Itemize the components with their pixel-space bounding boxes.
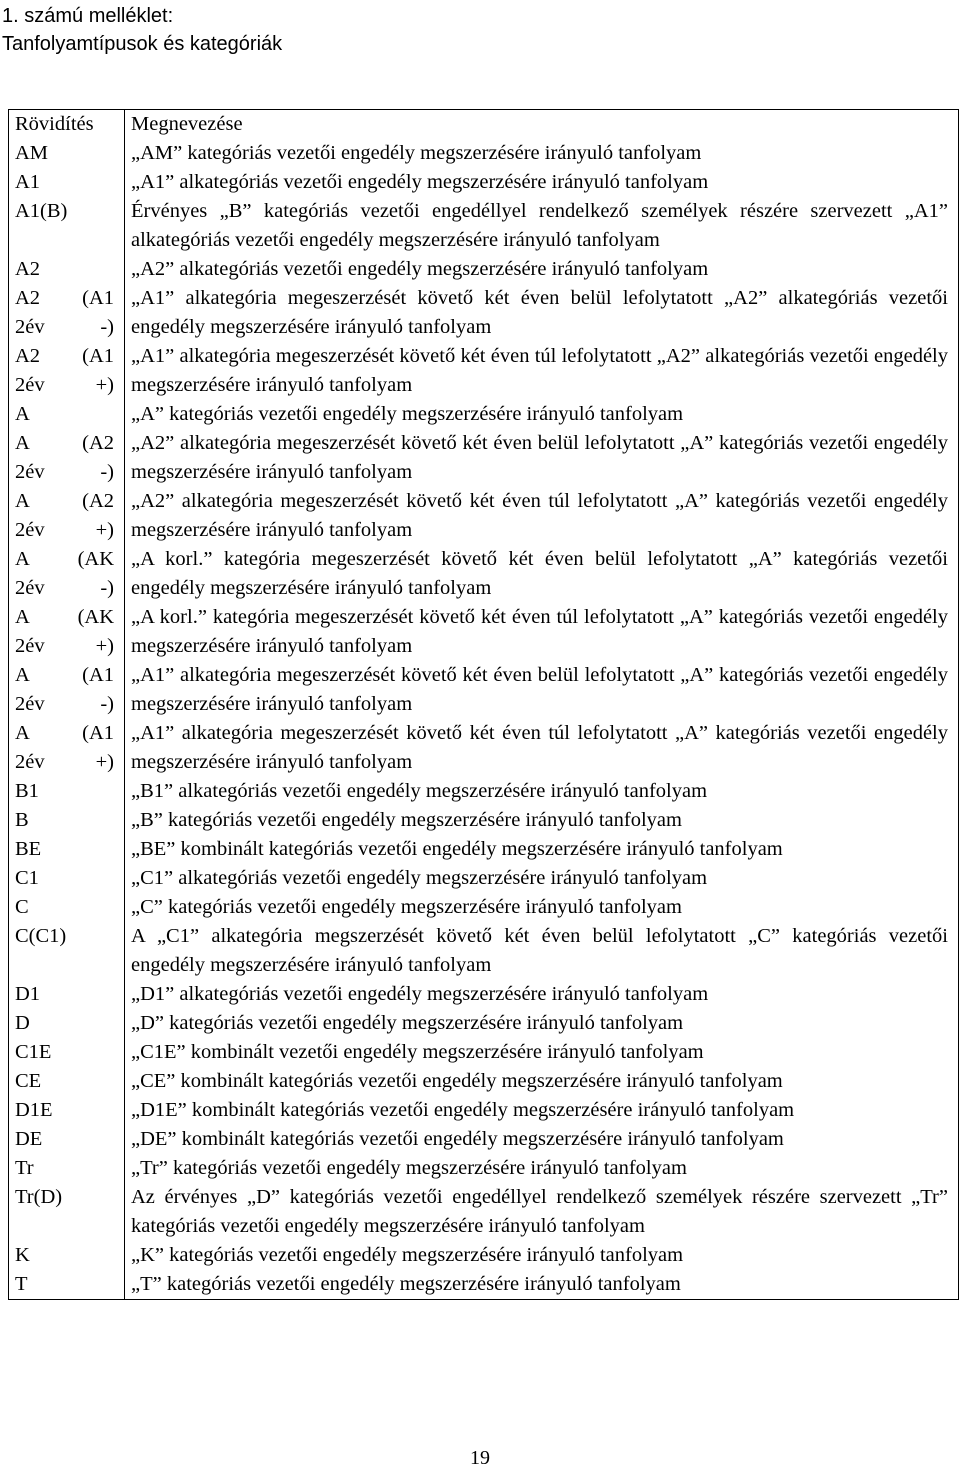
abbreviation-line: 2év +): [15, 635, 114, 657]
description-cell: „A1” alkategória megeszerzését követő két éven túl lefolytatott „A” kategóriás vezetői engedély megszerzésére irányuló tanfolyam: [125, 719, 959, 777]
description-cell: „B” kategóriás vezetői engedély megszerzésére irányuló tanfolyam: [125, 806, 959, 835]
abbreviation-cell: [9, 1096, 125, 1125]
abbreviation-cell: [9, 777, 125, 806]
description-cell: „A1” alkategória megeszerzését követő két éven túl lefolytatott „A2” alkategóriás vezetői engedély megszerzésére irányuló tanfolyam: [125, 342, 959, 400]
abbreviation-cell: [9, 487, 125, 545]
abbreviation-cell: [9, 980, 125, 1009]
table-row: [9, 661, 959, 719]
table-row: [9, 1038, 959, 1067]
table-row: [9, 777, 959, 806]
abbreviation-cell: [9, 545, 125, 603]
abbreviation-cell: [9, 1009, 125, 1038]
description-cell: „BE” kombinált kategóriás vezetői engedély megszerzésére irányuló tanfolyam: [125, 835, 959, 864]
table-row: [9, 545, 959, 603]
abbreviation-cell: [9, 197, 125, 255]
description-cell: „A2” alkategória megeszerzését követő két éven túl lefolytatott „A” kategóriás vezetői engedély megszerzésére irányuló tanfolyam: [125, 487, 959, 545]
description-cell: „Tr” kategóriás vezetői engedély megszerzésére irányuló tanfolyam: [125, 1154, 959, 1183]
table-header-row: [9, 110, 959, 140]
description-cell: „CE” kombinált kategóriás vezetői engedély megszerzésére irányuló tanfolyam: [125, 1067, 959, 1096]
abbreviation-line: 2év -): [15, 316, 114, 338]
abbreviation-line: C(C1): [15, 925, 67, 947]
abbreviation-line: 2év +): [15, 374, 114, 396]
description-cell: „A” kategóriás vezetői engedély megszerzésére irányuló tanfolyam: [125, 400, 959, 429]
table-row: [9, 139, 959, 168]
abbreviation-cell: [9, 284, 125, 342]
description-cell: „D” kategóriás vezetői engedély megszerzésére irányuló tanfolyam: [125, 1009, 959, 1038]
abbreviation-line: A2: [15, 258, 41, 280]
abbreviation-line: A1: [15, 171, 41, 193]
table-row: [9, 1270, 959, 1300]
description-cell: „A1” alkategória megeszerzését követő két éven belül lefolytatott „A2” alkategóriás vezetői engedély megszerzésére irányuló tanfolyam: [125, 284, 959, 342]
abbreviation-line: C1E: [15, 1041, 52, 1063]
abbreviation-cell: [9, 719, 125, 777]
abbreviation-line: C1: [15, 867, 39, 889]
description-cell: „D1” alkategóriás vezetői engedély megszerzésére irányuló tanfolyam: [125, 980, 959, 1009]
column-header-name: Megnevezése: [125, 110, 959, 140]
abbreviation-line: D1E: [15, 1099, 53, 1121]
abbreviation-cell: [9, 168, 125, 197]
abbreviation-line: D: [15, 1012, 30, 1034]
abbreviation-cell: [9, 1154, 125, 1183]
description-cell: „C1” alkategóriás vezetői engedély megszerzésére irányuló tanfolyam: [125, 864, 959, 893]
abbreviation-cell: [9, 400, 125, 429]
abbreviation-line: A: [15, 403, 30, 425]
abbreviation-line: A2 (A1: [15, 287, 114, 309]
abbreviation-line: A (A2: [15, 432, 114, 454]
abbreviation-cell: [9, 1067, 125, 1096]
annex-title: 1. számú melléklet:: [2, 5, 174, 27]
abbreviation-cell: [9, 835, 125, 864]
table-row: [9, 197, 959, 255]
abbreviation-line: T: [15, 1273, 28, 1295]
description-cell: A „C1” alkategória megszerzését követő két éven belül lefolytatott „C” kategóriás vezetői engedély megszerzésére irányuló tanfolyam: [125, 922, 959, 980]
abbreviation-cell: [9, 1125, 125, 1154]
abbreviation-line: Tr: [15, 1157, 34, 1179]
abbreviation-line: A (A1: [15, 664, 114, 686]
abbreviation-line: BE: [15, 838, 42, 860]
description-cell: Érvényes „B” kategóriás vezetői engedéllyel rendelkező személyek részére szervezett „A1” alkategóriás vezetői engedély megszerzésére irányuló tanfolyam: [125, 197, 959, 255]
abbreviation-line: CE: [15, 1070, 42, 1092]
description-cell: „A2” alkategóriás vezetői engedély megszerzésére irányuló tanfolyam: [125, 255, 959, 284]
description-cell: Az érvényes „D” kategóriás vezetői engedéllyel rendelkező személyek részére szervezett „Tr” kategóriás vezetői engedély megszerzésére irányuló tanfolyam: [125, 1183, 959, 1241]
abbreviation-line: Tr(D): [15, 1186, 63, 1208]
abbreviation-line: A (AK: [15, 606, 114, 628]
abbreviation-cell: [9, 139, 125, 168]
table-row: [9, 168, 959, 197]
abbreviation-line: K: [15, 1244, 30, 1266]
description-cell: „B1” alkategóriás vezetői engedély megszerzésére irányuló tanfolyam: [125, 777, 959, 806]
abbreviation-line: 2év +): [15, 519, 114, 541]
table-row: [9, 864, 959, 893]
description-cell: „A1” alkategória megeszerzését követő két éven belül lefolytatott „A” kategóriás vezetői engedély megszerzésére irányuló tanfolyam: [125, 661, 959, 719]
table-row: [9, 1154, 959, 1183]
table-row: [9, 1241, 959, 1270]
page-number: 19: [470, 1447, 490, 1469]
table-row: [9, 1009, 959, 1038]
abbreviation-line: A (A2: [15, 490, 114, 512]
abbreviation-line: B1: [15, 780, 39, 802]
table-row: [9, 1067, 959, 1096]
description-cell: „C1E” kombinált vezetői engedély megszerzésére irányuló tanfolyam: [125, 1038, 959, 1067]
abbreviation-cell: [9, 864, 125, 893]
table-row: [9, 835, 959, 864]
column-header-abbreviation: Rövidítés: [9, 110, 125, 140]
description-cell: „D1E” kombinált kategóriás vezetői engedély megszerzésére irányuló tanfolyam: [125, 1096, 959, 1125]
table-row: [9, 284, 959, 342]
abbreviation-line: A (AK: [15, 548, 114, 570]
abbreviation-cell: [9, 1241, 125, 1270]
abbreviation-cell: [9, 1038, 125, 1067]
description-cell: „A korl.” kategória megeszerzését követő két éven túl lefolytatott „A” kategóriás vezetői engedély megszerzésére irányuló tanfolyam: [125, 603, 959, 661]
annex-subtitle: Tanfolyamtípusok és kategóriák: [2, 33, 283, 55]
abbreviation-line: C: [15, 896, 29, 918]
course-types-table: [8, 109, 959, 1300]
table-row: [9, 893, 959, 922]
description-cell: „A korl.” kategória megeszerzését követő két éven belül lefolytatott „A” kategóriás vezetői engedély megszerzésére irányuló tanfolyam: [125, 545, 959, 603]
abbreviation-line: 2év +): [15, 751, 114, 773]
abbreviation-line: 2év -): [15, 461, 114, 483]
abbreviation-line: 2év -): [15, 693, 114, 715]
description-cell: „T” kategóriás vezetői engedély megszerzésére irányuló tanfolyam: [125, 1270, 959, 1300]
description-cell: „K” kategóriás vezetői engedély megszerzésére irányuló tanfolyam: [125, 1241, 959, 1270]
table-row: [9, 1125, 959, 1154]
description-cell: „A2” alkategória megeszerzését követő két éven belül lefolytatott „A” kategóriás vezetői engedély megszerzésére irányuló tanfolyam: [125, 429, 959, 487]
table-row: [9, 719, 959, 777]
table-row: [9, 1096, 959, 1125]
description-cell: „A1” alkategóriás vezetői engedély megszerzésére irányuló tanfolyam: [125, 168, 959, 197]
abbreviation-line: DE: [15, 1128, 43, 1150]
table-row: [9, 806, 959, 835]
abbreviation-line: 2év -): [15, 577, 114, 599]
table-row: [9, 487, 959, 545]
abbreviation-line: B: [15, 809, 29, 831]
table-row: [9, 603, 959, 661]
abbreviation-cell: [9, 893, 125, 922]
table-row: [9, 255, 959, 284]
abbreviation-line: A (A1: [15, 722, 114, 744]
abbreviation-cell: [9, 255, 125, 284]
document-header: [2, 2, 282, 58]
abbreviation-cell: [9, 661, 125, 719]
abbreviation-line: A2 (A1: [15, 345, 114, 367]
table-row: [9, 429, 959, 487]
table-row: [9, 980, 959, 1009]
abbreviation-cell: [9, 806, 125, 835]
abbreviation-line: AM: [15, 142, 49, 164]
abbreviation-line: A1(B): [15, 200, 68, 222]
abbreviation-cell: [9, 603, 125, 661]
abbreviation-cell: [9, 922, 125, 980]
description-cell: „AM” kategóriás vezetői engedély megszerzésére irányuló tanfolyam: [125, 139, 959, 168]
table-row: [9, 400, 959, 429]
abbreviation-cell: [9, 429, 125, 487]
description-cell: „DE” kombinált kategóriás vezetői engedély megszerzésére irányuló tanfolyam: [125, 1125, 959, 1154]
abbreviation-cell: [9, 1183, 125, 1241]
table-body: [9, 139, 959, 1300]
abbreviation-line: D1: [15, 983, 41, 1005]
description-cell: „C” kategóriás vezetői engedély megszerzésére irányuló tanfolyam: [125, 893, 959, 922]
table-row: [9, 342, 959, 400]
abbreviation-cell: [9, 1270, 125, 1300]
table-row: [9, 1183, 959, 1241]
table-row: [9, 922, 959, 980]
abbreviation-cell: [9, 342, 125, 400]
